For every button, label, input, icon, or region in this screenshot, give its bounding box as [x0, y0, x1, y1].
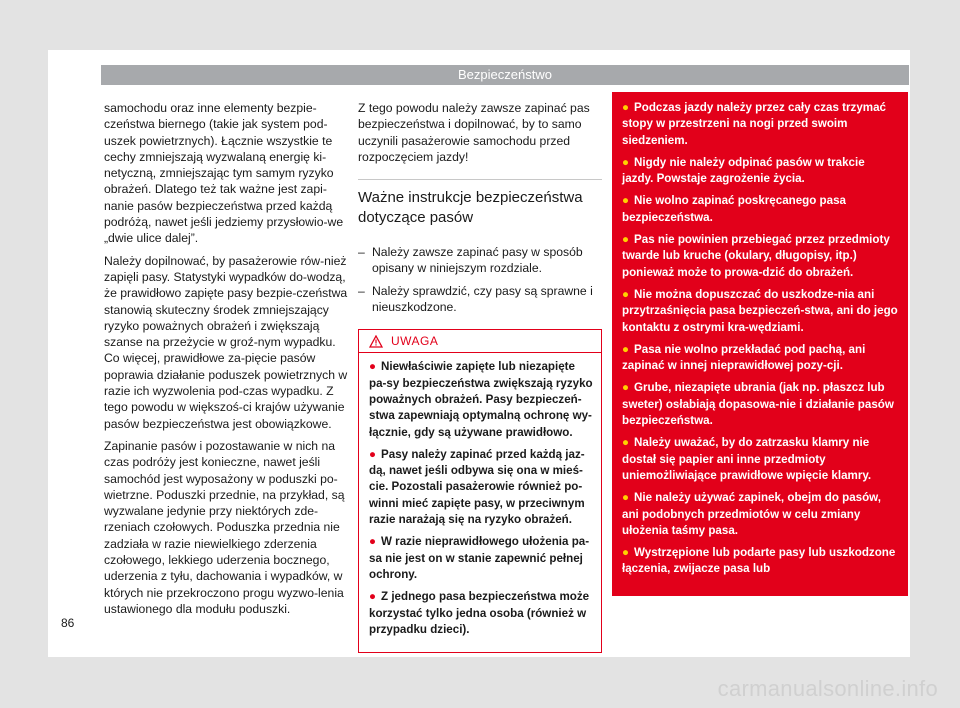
warning-item: ● Pasa nie wolno przekładać pod pachą, ani zapinać w innej nieprawidłowej pozy-cji.: [622, 342, 866, 373]
warning-continuation-box: [612, 92, 908, 596]
intro-paragraph: Z tego powodu należy zawsze zapinać pas bezpieczeństwa i dopilnować, by to samo uczynili pasażerowie samochodu przed rozpoczęciem jazdy!: [358, 101, 590, 164]
bullet-dot-icon: ●: [369, 360, 377, 374]
list-item: – Należy zawsze zapinać pasy w sposób opisany w niniejszym rozdziale.: [358, 244, 602, 277]
bullet-dot-icon: ●: [622, 233, 630, 247]
warning-item: ● Nie wolno zapinać poskręcanego pasa bezpieczeństwa.: [622, 194, 846, 224]
warning-item: ● Nigdy nie należy odpinać pasów w trakcie jazdy. Powstaje zagrożenie życia.: [622, 155, 865, 186]
bullet-dot-icon: ●: [369, 535, 377, 549]
bullet-dot-icon: ●: [369, 590, 377, 604]
header-title: Bezpieczeństwo: [458, 67, 552, 82]
column-2: [358, 100, 602, 653]
bullet-dot-icon: ●: [369, 447, 377, 461]
bullet-dot-icon: ●: [622, 155, 630, 169]
bullet-dot-icon: ●: [622, 546, 630, 560]
column-1: [104, 100, 350, 623]
warning-item: ● Z jednego pasa bezpieczeństwa może korzystać tylko jedna osoba (również w przypadku dzieci).: [369, 590, 590, 636]
bullet-dot-icon: ●: [622, 194, 630, 208]
column-3: [612, 92, 908, 596]
bullet-dot-icon: ●: [622, 491, 630, 505]
warning-item: ● Wystrzępione lub podarte pasy lub uszkodzone łączenia, zwijacze pasa lub: [622, 546, 896, 576]
page-number: 86: [61, 616, 75, 630]
warning-item: ● Niewłaściwie zapięte lub niezapięte pa-sy bezpieczeństwa zwiększają ryzyko poważnych obrażeń. Pasy bezpieczeń-stwa zapewniają optymalną ochronę wy-łącznie, gdy są używane prawidłowo.: [369, 360, 593, 439]
warning-item: ● Podczas jazdy należy przez cały czas trzymać stopy w przestrzeni na nogi przed swoim siedzeniem.: [622, 101, 886, 147]
body-paragraph: Zapinanie pasów i pozostawanie w nich na czas podróży jest konieczne, nawet jeśli samochód jest wyposażony w poduszki po-wietrzne. Poduszki przednie, na przykład, są wyzwalane jedynie przy niektórych zde-rzeniach czołowych. Poduszka przednia nie zadziała w razie niewielkiego zderzenia czołowego, lekkiego uderzenia bocznego, uderzenia z tyłu, dachowania i wypadków, w których nie przekroczono progu wyzwo-lenia ustawionego dla modułu poduszki.: [104, 438, 345, 616]
warning-item: ● Grube, niezapięte ubrania (jak np. płaszcz lub sweter) osłabiają dopasowa-nie i działanie pasów bezpieczeństwa.: [622, 381, 894, 428]
page-header: [101, 65, 909, 85]
warning-item: ● Pas nie powinien przebiegać przez przedmioty twarde lub kruche (okulary, długopisy, itp.) ponieważ może to prowa-dzić do obrażeń.: [622, 233, 890, 279]
warning-label: UWAGA: [391, 334, 439, 349]
bullet-dot-icon: ●: [622, 342, 630, 356]
warning-item: ● Pasy należy zapinać przed każdą jaz-dą, nawet jeśli odbywa się ona w mieś-cie. Pozostali pasażerowie również po-winni mieć zapięte pasy, w przeciwnym razie narażają się na ryzyko obrażeń.: [369, 447, 585, 527]
warning-item: ● Należy uważać, by do zatrzasku klamry nie dostał się papier ani inne przedmioty uniemożliwiające prawidłowe wpięcie klamry.: [622, 436, 872, 482]
warning-triangle-icon: [369, 335, 383, 348]
warning-item: ● Nie można dopuszczać do uszkodze-nia ani przytrzaśnięcia pasa bezpieczeń-stwa, ani do jego kontaktu z ostrymi kra-wędziami.: [622, 287, 898, 334]
warning-header: [359, 330, 601, 353]
bullet-dot-icon: ●: [622, 287, 630, 301]
section-title: Ważne instrukcje bezpieczeństwa dotyczące pasów: [358, 179, 602, 228]
bullet-dot-icon: ●: [622, 436, 630, 450]
warning-item: ● W razie nieprawidłowego ułożenia pa-sa nie jest on w stanie zapewnić pełnej ochrony.: [369, 535, 590, 581]
warning-item: ● Nie należy używać zapinek, obejm do pasów, ani podobnych przedmiotów w celu zmiany ułożenia taśmy pasa.: [622, 491, 881, 537]
warning-box: [358, 329, 602, 653]
body-paragraph: Należy dopilnować, by pasażerowie rów-nież zapięli pasy. Statystyki wypadków do-wodzą, że prawidłowo zapięte pasy bezpie-czeństwa stanowią skuteczny środek zmniejszający ryzyko poważnych obrażeń i zwiększają szanse na przeżycie w groź-nym wypadku. Co więcej, prawidłowe za-pięcie pasów poprawia działanie poduszek powietrznych w razie ich wyzwolenia pod-czas wypadku. Z tego powodu w większoś-ci krajów używanie pasów bezpieczeństwa jest obowiązkowe.: [104, 253, 348, 431]
list-item: – Należy sprawdzić, czy pasy są sprawne i nieuszkodzone.: [358, 283, 602, 316]
bullet-dot-icon: ●: [622, 101, 630, 114]
warning-body: [359, 353, 601, 652]
body-paragraph: samochodu oraz inne elementy bezpie-czeństwa biernego (takie jak system pod-uszek powietrznych). Łącznie wszystkie te cechy zmniejszają wyzwalaną energię ki-netyczną, zmniejszając tym samym ryzyko obrażeń. Dlatego też tak ważne jest zapi-nanie pasów bezpieczeństwa przed każdą podróżą, nawet jeśli jedziemy przysłowio-we „dwie ulice dalej”.: [104, 101, 344, 246]
bullet-dot-icon: ●: [622, 381, 630, 395]
watermark: carmanualsonline.info: [717, 676, 938, 701]
instruction-list: [358, 244, 602, 315]
